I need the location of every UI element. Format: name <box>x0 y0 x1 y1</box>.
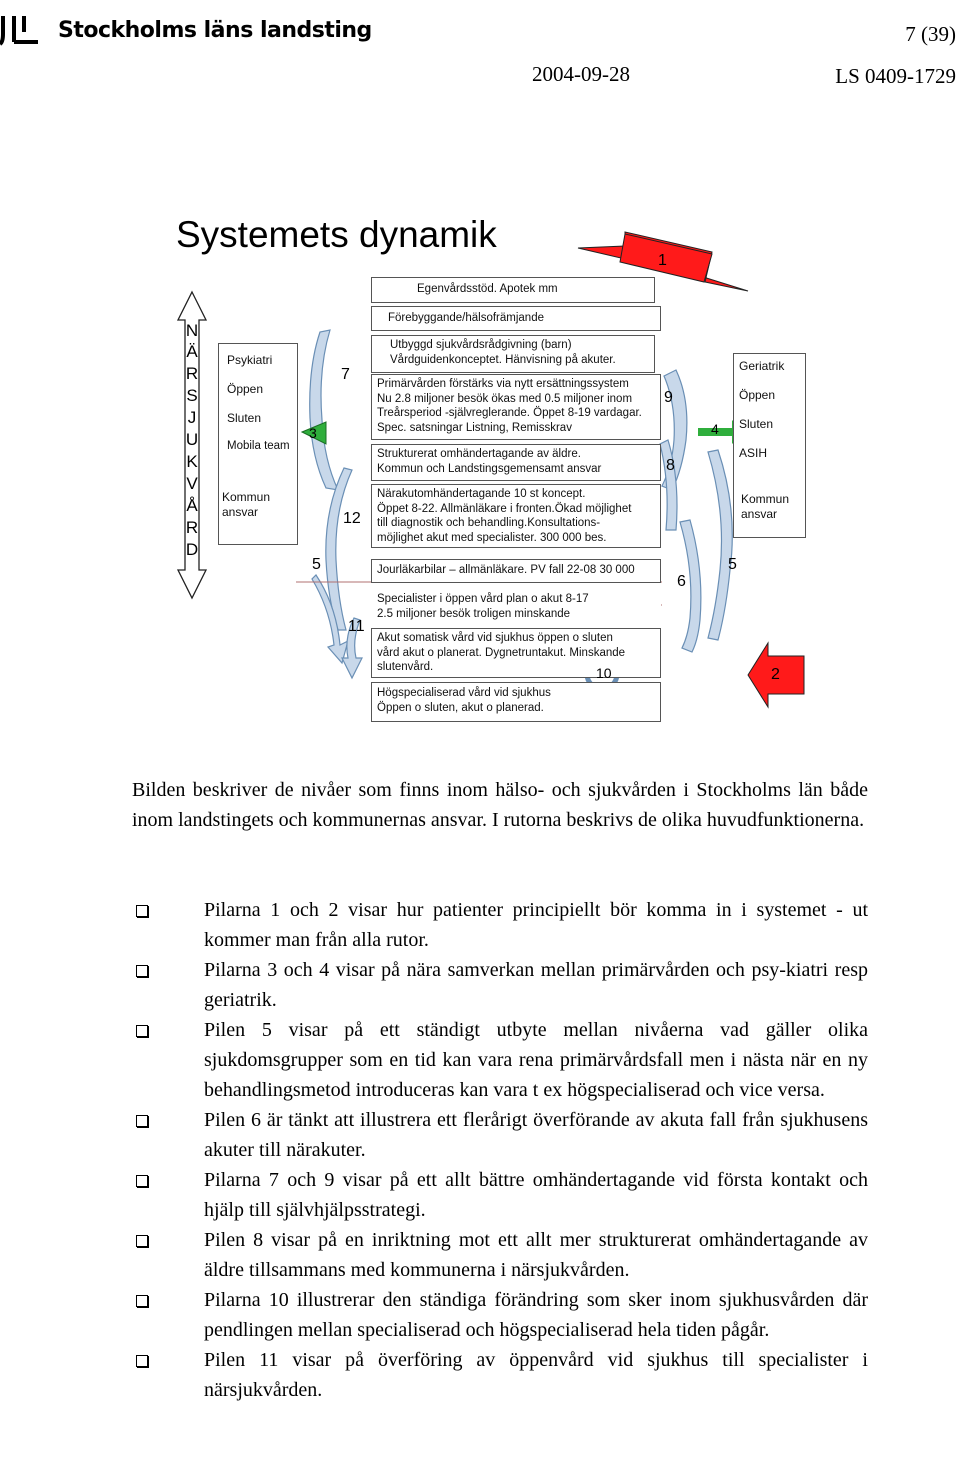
vertical-letter: Ä <box>186 342 198 361</box>
checkbox-bullet-icon <box>136 1295 148 1307</box>
geriatrics-kommun-line: Kommun <box>741 492 790 506</box>
list-item <box>132 1105 868 1165</box>
box-line: möjlighet akut med specialister. 300 000 bes. <box>377 531 607 544</box>
checkbox-bullet-icon <box>136 965 148 977</box>
list-item <box>132 1285 868 1345</box>
bullet-list <box>132 895 868 1405</box>
list-item-text: Pilarna 7 och 9 visar på ett allt bättre omhändertagande vid första kontakt och hjälp till självhjälpsstrategi. <box>204 1169 868 1221</box>
document-date: 2004-09-28 <box>532 62 630 86</box>
arrow-number-10: 10 <box>596 665 612 681</box>
intro-paragraph: Bilden beskriver de nivåer som finns inom hälso- och sjukvården i Stockholms län både inom landstingets och kommunernas ansvar. I rutorna beskrivs de olika huvudfunktionerna. <box>132 779 868 831</box>
list-item-text: Pilen 11 visar på överföring av öppenvård vid sjukhus till specialister i närsjukvården. <box>204 1349 868 1401</box>
arrow-number-5-left: 5 <box>312 556 321 573</box>
arrow-number-8: 8 <box>666 457 675 474</box>
vertical-letter: V <box>186 474 198 493</box>
list-item-text: Pilen 5 visar på ett ständigt utbyte mellan nivåerna vad gäller olika sjukdomsgrupper som en tid kan vara rena primärvårdsfall men i nästa när en ny behandlingsmetod introduceras kan vara t ex högspecialiserad och vice versa. <box>204 1019 868 1101</box>
arrow-number-1: 1 <box>658 252 667 269</box>
box-line: Akut somatisk vård vid sjukhus öppen o sluten <box>377 632 613 644</box>
vertical-letter: K <box>186 452 198 471</box>
box-line: till diagnostik och behandling.Konsultations- <box>377 517 601 529</box>
box-line: Nu 2.8 miljoner besök ökas med 0.5 miljoner inom <box>377 392 633 405</box>
level-box-specialists <box>371 589 661 623</box>
box-line: Strukturerat omhändertagande av äldre. <box>377 448 581 460</box>
box-line: Utbyggd sjukvårdsrådgivning (barn) <box>390 339 572 351</box>
box-line: Öppet 8-22. Allmänläkare i fronten.Ökad möjlighet <box>377 502 632 515</box>
geriatrics-box <box>733 353 806 538</box>
checkbox-bullet-icon <box>136 905 148 917</box>
arrow-number-3: 3 <box>309 425 317 441</box>
psychiatry-ansvar-line: ansvar <box>222 505 259 519</box>
figure-title: Systemets dynamik <box>176 214 497 255</box>
organization-name: Stockholms läns landsting <box>58 18 372 43</box>
checkbox-bullet-icon <box>136 1235 148 1247</box>
vertical-letter: R <box>185 364 199 383</box>
level-box-prevention <box>371 306 661 331</box>
box-line: vård akut o planerat. Dygnetruntakut. Minskande <box>377 646 626 659</box>
box-line: Närakutomhändertagande 10 st koncept. <box>377 488 586 500</box>
list-item <box>132 895 868 955</box>
box-line: Öppen o sluten, akut o planerad. <box>377 701 544 714</box>
list-item-text: Pilarna 10 illustrerar den ständiga förändring som sker inom sjukhusvården där pendlingen mellan specialiserad och högspecialiserad hela tiden pågår. <box>204 1289 868 1341</box>
vertical-letter: R <box>185 518 199 537</box>
level-box-duty-cars <box>371 559 661 583</box>
level-box-advice <box>371 335 655 373</box>
level-box-primary-care <box>371 374 661 440</box>
arrow-number-7: 7 <box>341 366 350 383</box>
arrow-number-4: 4 <box>711 421 719 437</box>
psychiatry-box <box>218 343 298 545</box>
psychiatry-item: Psykiatri <box>227 353 273 367</box>
list-item-text: Pilarna 1 och 2 visar hur patienter principiellt bör komma in i systemet - ut kommer man från alla rutor. <box>204 899 868 951</box>
level-box-emergency-near <box>371 484 661 548</box>
arrow-number-2: 2 <box>771 666 780 683</box>
geriatrics-item: Sluten <box>739 417 774 431</box>
list-item <box>132 1225 868 1285</box>
list-item-text: Pilen 8 visar på en inriktning mot ett allt mer strukturerat omhändertagande av äldre tillsammans med kommunerna i närsjukvården. <box>204 1229 868 1281</box>
psychiatry-item: Öppen <box>227 382 264 396</box>
checkbox-bullet-icon <box>136 1175 148 1187</box>
list-item <box>132 1165 868 1225</box>
psychiatry-kommun-line: Kommun <box>222 490 271 504</box>
vertical-letter: Å <box>186 496 198 515</box>
list-item <box>132 1015 868 1105</box>
document-reference: LS 0409-1729 <box>835 64 956 88</box>
level-box-highly-specialised <box>371 682 661 722</box>
arrow-number-9: 9 <box>664 389 673 406</box>
box-line: Specialister i öppen vård plan o akut 8-17 <box>377 593 589 605</box>
checkbox-bullet-icon <box>136 1355 148 1367</box>
list-item <box>132 1345 868 1405</box>
geriatrics-item: Geriatrik <box>739 359 785 373</box>
box-line: Jourläkarbilar – allmänläkare. PV fall 22-08 30 000 <box>377 564 635 576</box>
box-line: Egenvårdsstöd. Apotek mm <box>417 283 558 295</box>
vertical-letter: U <box>185 430 199 449</box>
list-item <box>132 955 868 1015</box>
vertical-letter: N <box>185 321 199 340</box>
geriatrics-item: ASIH <box>739 446 768 460</box>
geriatrics-ansvar-line: ansvar <box>741 507 778 521</box>
arrow-number-11: 11 <box>348 618 365 635</box>
psychiatry-item: Mobila team <box>227 440 290 452</box>
page-number: 7 (39) <box>905 22 956 46</box>
vertical-letter: J <box>187 408 197 427</box>
geriatrics-item: Öppen <box>739 388 776 402</box>
level-box-hospital-acute <box>371 628 661 678</box>
box-line: slutenvård. <box>377 661 434 673</box>
arrow-number-12: 12 <box>343 510 361 527</box>
psychiatry-item: Sluten <box>227 411 262 425</box>
box-line: Förebyggande/hälsofrämjande <box>388 312 544 324</box>
level-box-elderly-care <box>371 444 661 481</box>
checkbox-bullet-icon <box>136 1025 148 1037</box>
list-item-text: Pilen 6 är tänkt att illustrera ett flerårigt överförande av akuta fall från sjukhusens akuter till närakuter. <box>204 1109 868 1161</box>
box-line: Spec. satsningar Listning, Remisskrav <box>377 421 572 434</box>
box-line: Vårdguidenkonceptet. Hänvisning på akuter. <box>390 353 616 366</box>
box-line: Kommun och Landstingsgemensamt ansvar <box>377 462 602 475</box>
box-line: Treårsperiod -självreglerande. Öppet 8-19 vardagar. <box>377 407 642 419</box>
vertical-letter: D <box>185 540 199 559</box>
box-line: Högspecialiserad vård vid sjukhus <box>377 687 551 699</box>
level-box-self-care <box>371 277 655 303</box>
list-item-text: Pilarna 3 och 4 visar på nära samverkan mellan primärvården och psy-kiatri resp geriatrik. <box>204 959 868 1011</box>
box-line: Primärvården förstärks via nytt ersättningssystem <box>377 378 629 390</box>
box-line: 2.5 miljoner besök troligen minskande <box>377 607 571 620</box>
checkbox-bullet-icon <box>136 1115 148 1127</box>
arrow-number-5-right: 5 <box>728 556 737 573</box>
vertical-letter: S <box>186 386 198 405</box>
arrow-number-6: 6 <box>677 573 686 590</box>
